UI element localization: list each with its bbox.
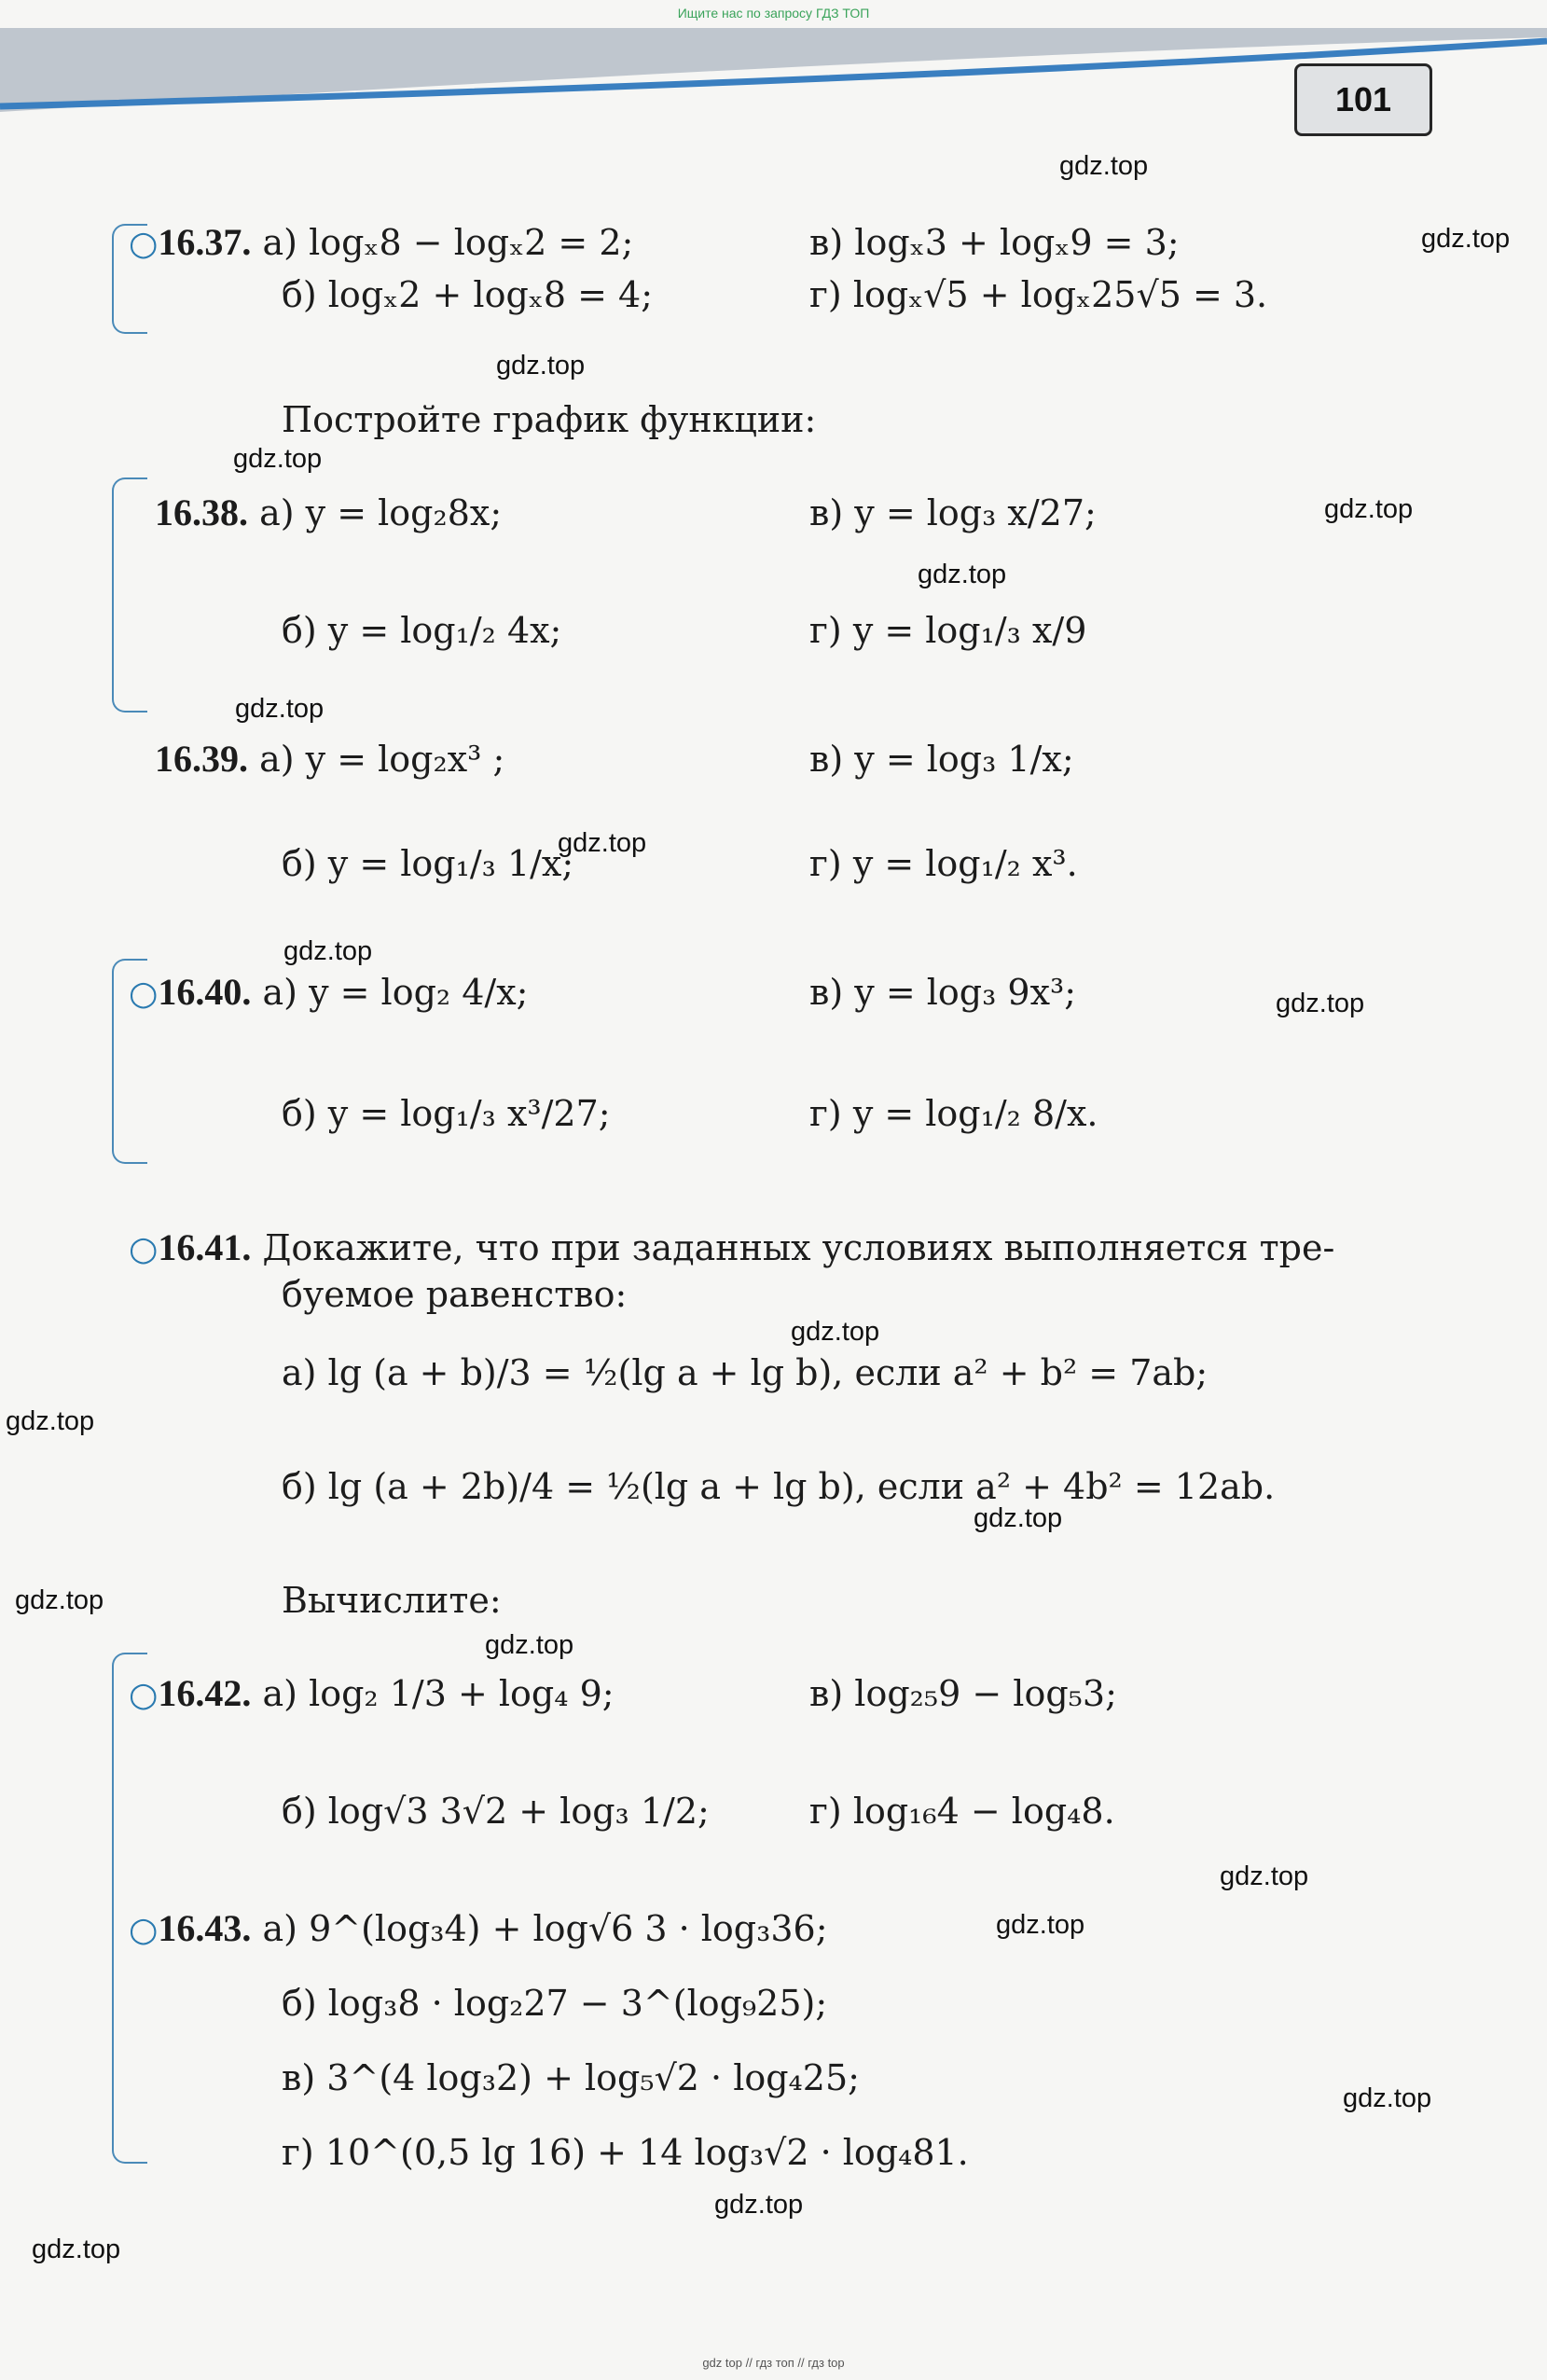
watermark: gdz.top	[791, 1317, 880, 1347]
problem-1640-g: г) y = log₁/₂ 8/x.	[809, 1093, 1098, 1134]
item-a: а) y = log₂x³ ;	[259, 739, 505, 780]
bottom-links[interactable]: gdz top // гдз топ // гдз top	[702, 2356, 845, 2370]
item-a: а) log₂ 1/3 + log₄ 9;	[262, 1673, 615, 1714]
watermark: gdz.top	[1421, 224, 1511, 254]
problem-1638-v: в) y = log₃ x/27;	[809, 492, 1097, 533]
watermark: gdz.top	[1324, 494, 1414, 524]
watermark: gdz.top	[918, 560, 1007, 589]
problem-1641-row1	[129, 1225, 1334, 1272]
problem-1639-v: в) y = log₃ 1/x;	[809, 739, 1074, 780]
item-a: а) 9^(log₃4) + log√6 3 · log₃36;	[262, 1908, 828, 1949]
problem-1643-v: в) 3^(4 log₃2) + log₅√2 · log₄25;	[282, 2057, 860, 2098]
problem-1639-g: г) y = log₁/₂ x³.	[809, 843, 1078, 884]
watermark: gdz.top	[996, 1910, 1085, 1940]
problem-1642-v: в) log₂₅9 − log₅3;	[809, 1673, 1117, 1714]
top-link[interactable]: Ищите нас по запросу ГДЗ ТОП	[677, 6, 870, 21]
circle-marker-icon: ○	[129, 225, 159, 263]
problem-1640-v: в) y = log₃ 9x³;	[809, 972, 1077, 1013]
problem-1638-row1	[155, 491, 502, 535]
watermark: gdz.top	[1343, 2083, 1432, 2113]
problem-1643-row1	[129, 1906, 828, 1953]
watermark: gdz.top	[1220, 1861, 1309, 1891]
problem-number: 16.40.	[158, 971, 252, 1013]
problem-1642-row1	[129, 1671, 615, 1718]
watermark: gdz.top	[6, 1406, 95, 1436]
problem-number: 16.42.	[158, 1672, 252, 1714]
problem-1641-b: б) lg (a + 2b)/4 = ½(lg a + lg b), если a² + 4b² = 12ab.	[282, 1466, 1276, 1507]
problem-1637-v: в) logₓ3 + logₓ9 = 3;	[809, 222, 1180, 263]
problem-1641-a: а) lg (a + b)/3 = ½(lg a + lg b), если a² + b² = 7ab;	[282, 1352, 1209, 1393]
watermark: gdz.top	[496, 351, 586, 381]
problem-number: 16.43.	[158, 1907, 252, 1949]
watermark: gdz.top	[32, 2235, 121, 2264]
item-a: а) logₓ8 − logₓ2 = 2;	[262, 222, 634, 263]
problem-number: 16.37.	[158, 221, 252, 263]
problem-1639-b: б) y = log₁/₃ 1/x;	[282, 843, 574, 884]
problem-1643-g: г) 10^(0,5 lg 16) + 14 log₃√2 · log₄81.	[282, 2132, 969, 2173]
item-a: а) y = log₂ 4/x;	[262, 972, 529, 1013]
watermark: gdz.top	[714, 2190, 804, 2220]
bracket-1638	[112, 477, 147, 713]
watermark: gdz.top	[1059, 151, 1149, 181]
problem-1637-g: г) logₓ√5 + logₓ25√5 = 3.	[809, 274, 1268, 315]
problem-1638-g: г) y = log₁/₃ x/9	[809, 610, 1087, 651]
circle-marker-icon: ○	[129, 1911, 159, 1949]
page-number: 101	[1294, 63, 1432, 136]
watermark: gdz.top	[485, 1630, 574, 1660]
problem-1637-b: б) logₓ2 + logₓ8 = 4;	[282, 274, 654, 315]
problem-1640-row1	[129, 970, 528, 1017]
problem-1643-b: б) log₃8 · log₂27 − 3^(log₉25);	[282, 1983, 828, 2024]
problem-number: 16.38.	[155, 491, 248, 533]
item-a: а) y = log₂8x;	[259, 492, 503, 533]
watermark: gdz.top	[974, 1503, 1063, 1533]
problem-text: Докажите, что при заданных условиях выполняется тре-	[262, 1227, 1335, 1268]
watermark: gdz.top	[1276, 989, 1365, 1018]
heading-plot: Постройте график функции:	[282, 399, 817, 440]
circle-marker-icon: ○	[129, 1676, 159, 1714]
problem-1641-text2: буемое равенство:	[282, 1274, 628, 1315]
watermark: gdz.top	[15, 1585, 104, 1615]
circle-marker-icon: ○	[129, 1230, 159, 1268]
watermark: gdz.top	[558, 828, 647, 858]
problem-1640-b: б) y = log₁/₃ x³/27;	[282, 1093, 611, 1134]
circle-marker-icon: ○	[129, 975, 159, 1013]
watermark: gdz.top	[233, 444, 323, 474]
problem-1639-row1	[155, 737, 504, 782]
problem-1638-b: б) y = log₁/₂ 4x;	[282, 610, 562, 651]
problem-number: 16.41.	[158, 1226, 252, 1268]
watermark: gdz.top	[235, 694, 325, 724]
problem-1637-row1	[129, 220, 633, 267]
problem-number: 16.39.	[155, 738, 248, 780]
problem-1642-g: г) log₁₆4 − log₄8.	[809, 1791, 1115, 1832]
heading-compute: Вычислите:	[282, 1580, 502, 1621]
watermark: gdz.top	[283, 936, 373, 966]
problem-1642-b: б) log√3 3√2 + log₃ 1/2;	[282, 1791, 710, 1832]
